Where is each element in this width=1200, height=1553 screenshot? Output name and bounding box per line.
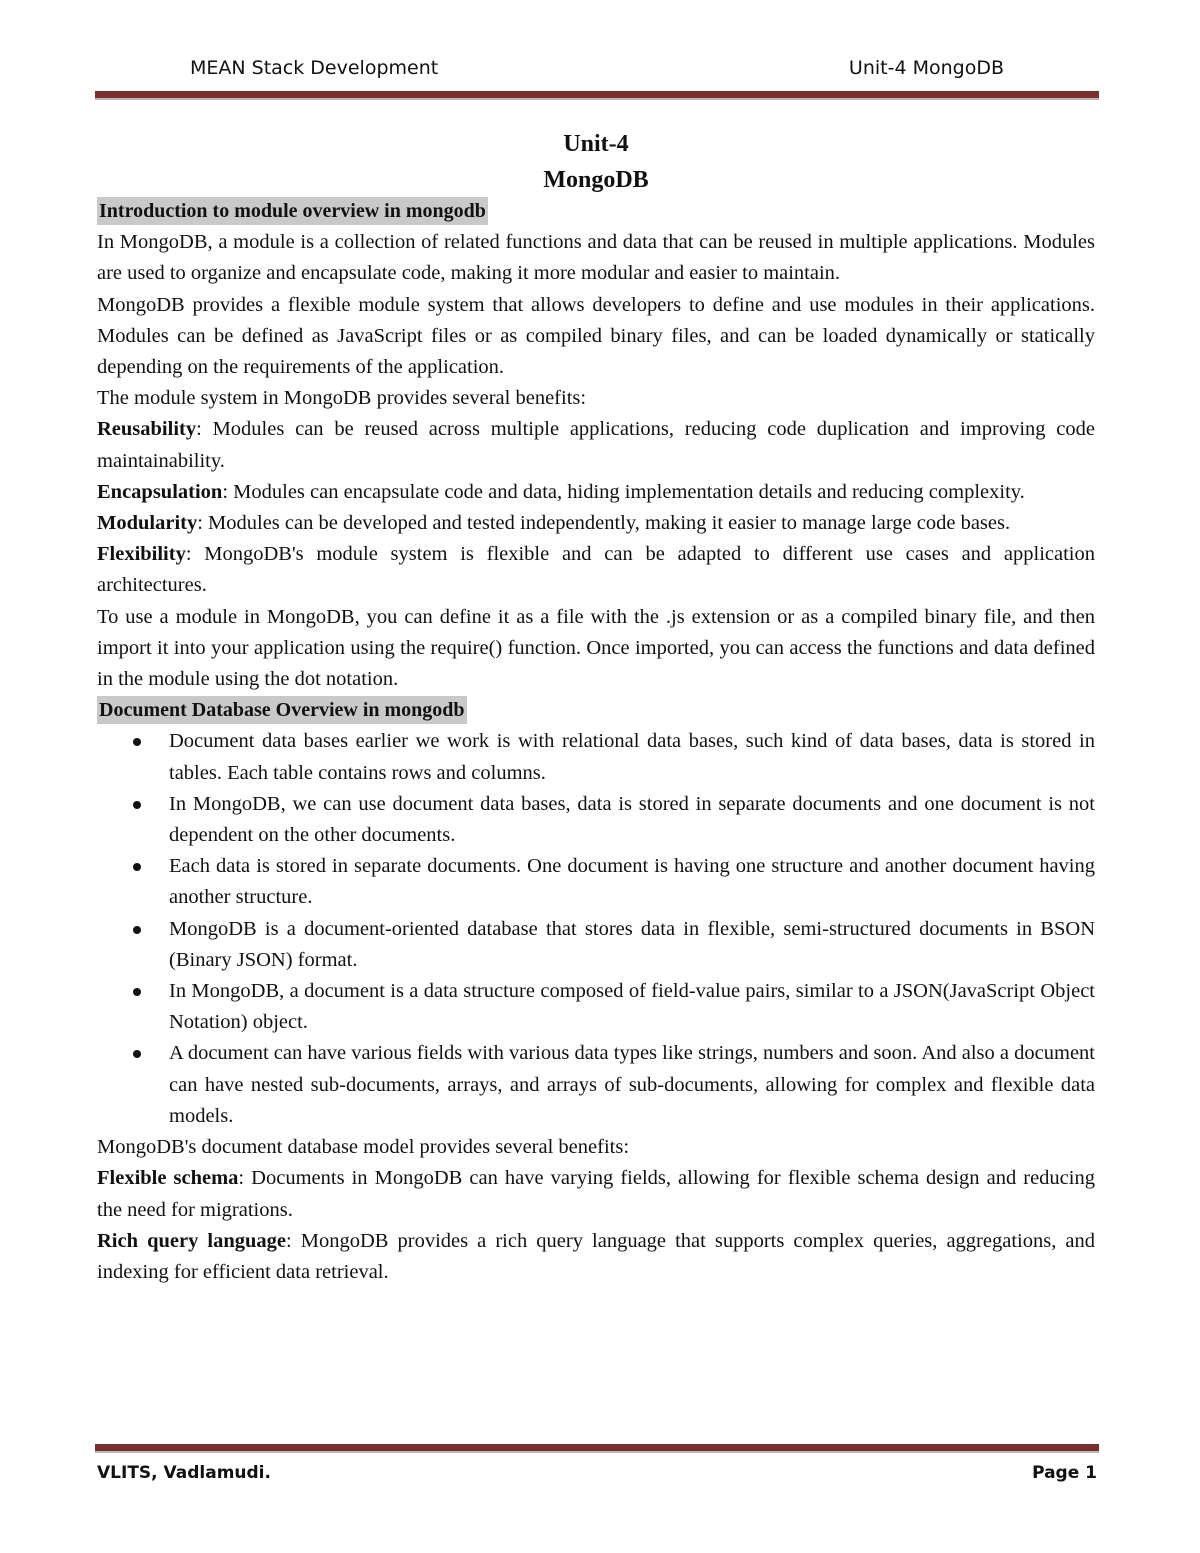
benefit-item: [97, 477, 1095, 508]
benefit-item: [97, 539, 1095, 601]
paragraph: The module system in MongoDB provides several benefits:: [97, 387, 587, 410]
list-item: [97, 726, 1095, 788]
paragraph: In MongoDB, a module is a collection of related functions and data that can be reused in multiple applications. Modules are used to organize and encapsulate code, making it more modular and easier to maintain.: [97, 231, 1095, 285]
header-rule: [95, 91, 1099, 100]
benefit-term: Flexibility: [97, 543, 186, 566]
list-item: [97, 1038, 1095, 1132]
benefit-text: : MongoDB provides a rich query language that supports complex queries, aggregations, and indexing for efficient data retrieval.: [97, 1229, 1095, 1283]
bullet-icon: [133, 863, 141, 871]
benefit-term: Reusability: [97, 418, 197, 441]
list-item-text: MongoDB is a document-oriented database that stores data in flexible, semi-structured documents in BSON (Binary JSON) format.: [169, 917, 1095, 971]
bullet-icon: [133, 988, 141, 996]
header-unit-title: Unit-4 MongoDB: [848, 57, 1004, 79]
list-item-text: A document can have various fields with various data types like strings, numbers and soon. And also a document can have nested sub-documents, arrays, and arrays of sub-documents, allowing for complex and flexible data models.: [169, 1042, 1095, 1127]
list-item-text: Document data bases earlier we work is with relational data bases, such kind of data bases, data is stored in tables. Each table contains rows and columns.: [169, 730, 1095, 784]
list-item-text: Each data is stored in separate documents. One document is having one structure and another document having another structure.: [169, 855, 1095, 909]
bullet-icon: [133, 801, 141, 809]
section-heading-modules: Introduction to module overview in mongodb: [97, 197, 488, 225]
list-item-text: In MongoDB, we can use document data bases, data is stored in separate documents and one document is not dependent on the other documents.: [169, 792, 1095, 847]
unit-title: Unit-4: [563, 131, 629, 157]
section-modules: [97, 196, 1095, 695]
bullet-icon: [133, 738, 141, 746]
footer-rule: [95, 1444, 1099, 1453]
paragraph: MongoDB provides a flexible module system that allows developers to define and use modules in their applications. Modules can be defined as JavaScript files or as compiled binary files, and can be loaded dynamically or statically depending on the requirements of the application.: [97, 293, 1095, 379]
benefit-term: Flexible schema: [97, 1167, 239, 1190]
list-item: [97, 976, 1095, 1038]
benefit-item: [97, 508, 1095, 539]
paragraph: MongoDB's document database model provides several benefits:: [97, 1136, 630, 1159]
paragraph: To use a module in MongoDB, you can define it as a file with the .js extension or as a compiled binary file, and then import it into your application using the require() function. Once imported, you can access the functions and data defined in the module using the dot notation.: [97, 605, 1095, 691]
footer-institution: VLITS, Vadlamudi.: [97, 1463, 271, 1483]
benefit-term: Modularity: [97, 512, 198, 535]
header-course-title: MEAN Stack Development: [190, 57, 439, 79]
list-item-text: In MongoDB, a document is a data structure composed of field-value pairs, similar to a JSON(JavaScript Object Notation) object.: [169, 980, 1095, 1034]
page-number: Page 1: [1032, 1463, 1097, 1483]
page-header: [95, 54, 1099, 82]
list-item: [97, 789, 1095, 851]
list-item: [97, 851, 1095, 913]
benefit-term: Encapsulation: [97, 480, 223, 503]
benefit-text: : MongoDB's module system is flexible and can be adapted to different use cases and application architectures.: [97, 543, 1095, 597]
bullet-icon: [133, 1050, 141, 1058]
benefit-term: Rich query language: [97, 1229, 286, 1252]
benefit-text: : Modules can be developed and tested independently, making it easier to manage large code bases.: [197, 512, 1011, 535]
benefit-item: [97, 1226, 1095, 1288]
bullet-list: [97, 726, 1095, 1132]
section-document-database: [97, 695, 1095, 1288]
subject-title: MongoDB: [543, 167, 649, 193]
document-body: [97, 126, 1095, 1288]
list-item: [97, 914, 1095, 976]
bullet-icon: [133, 926, 141, 934]
benefit-item: [97, 1163, 1095, 1225]
section-heading-document-database: Document Database Overview in mongodb: [97, 696, 467, 724]
page-footer: [97, 1460, 1097, 1486]
benefit-item: [97, 414, 1095, 476]
benefit-text: : Modules can encapsulate code and data, hiding implementation details and reducing complexity.: [222, 480, 1025, 503]
benefit-text: : Documents in MongoDB can have varying fields, allowing for flexible schema design and reducing the need for migrations.: [97, 1167, 1095, 1221]
benefit-text: : Modules can be reused across multiple applications, reducing code duplication and improving code maintainability.: [97, 418, 1095, 472]
